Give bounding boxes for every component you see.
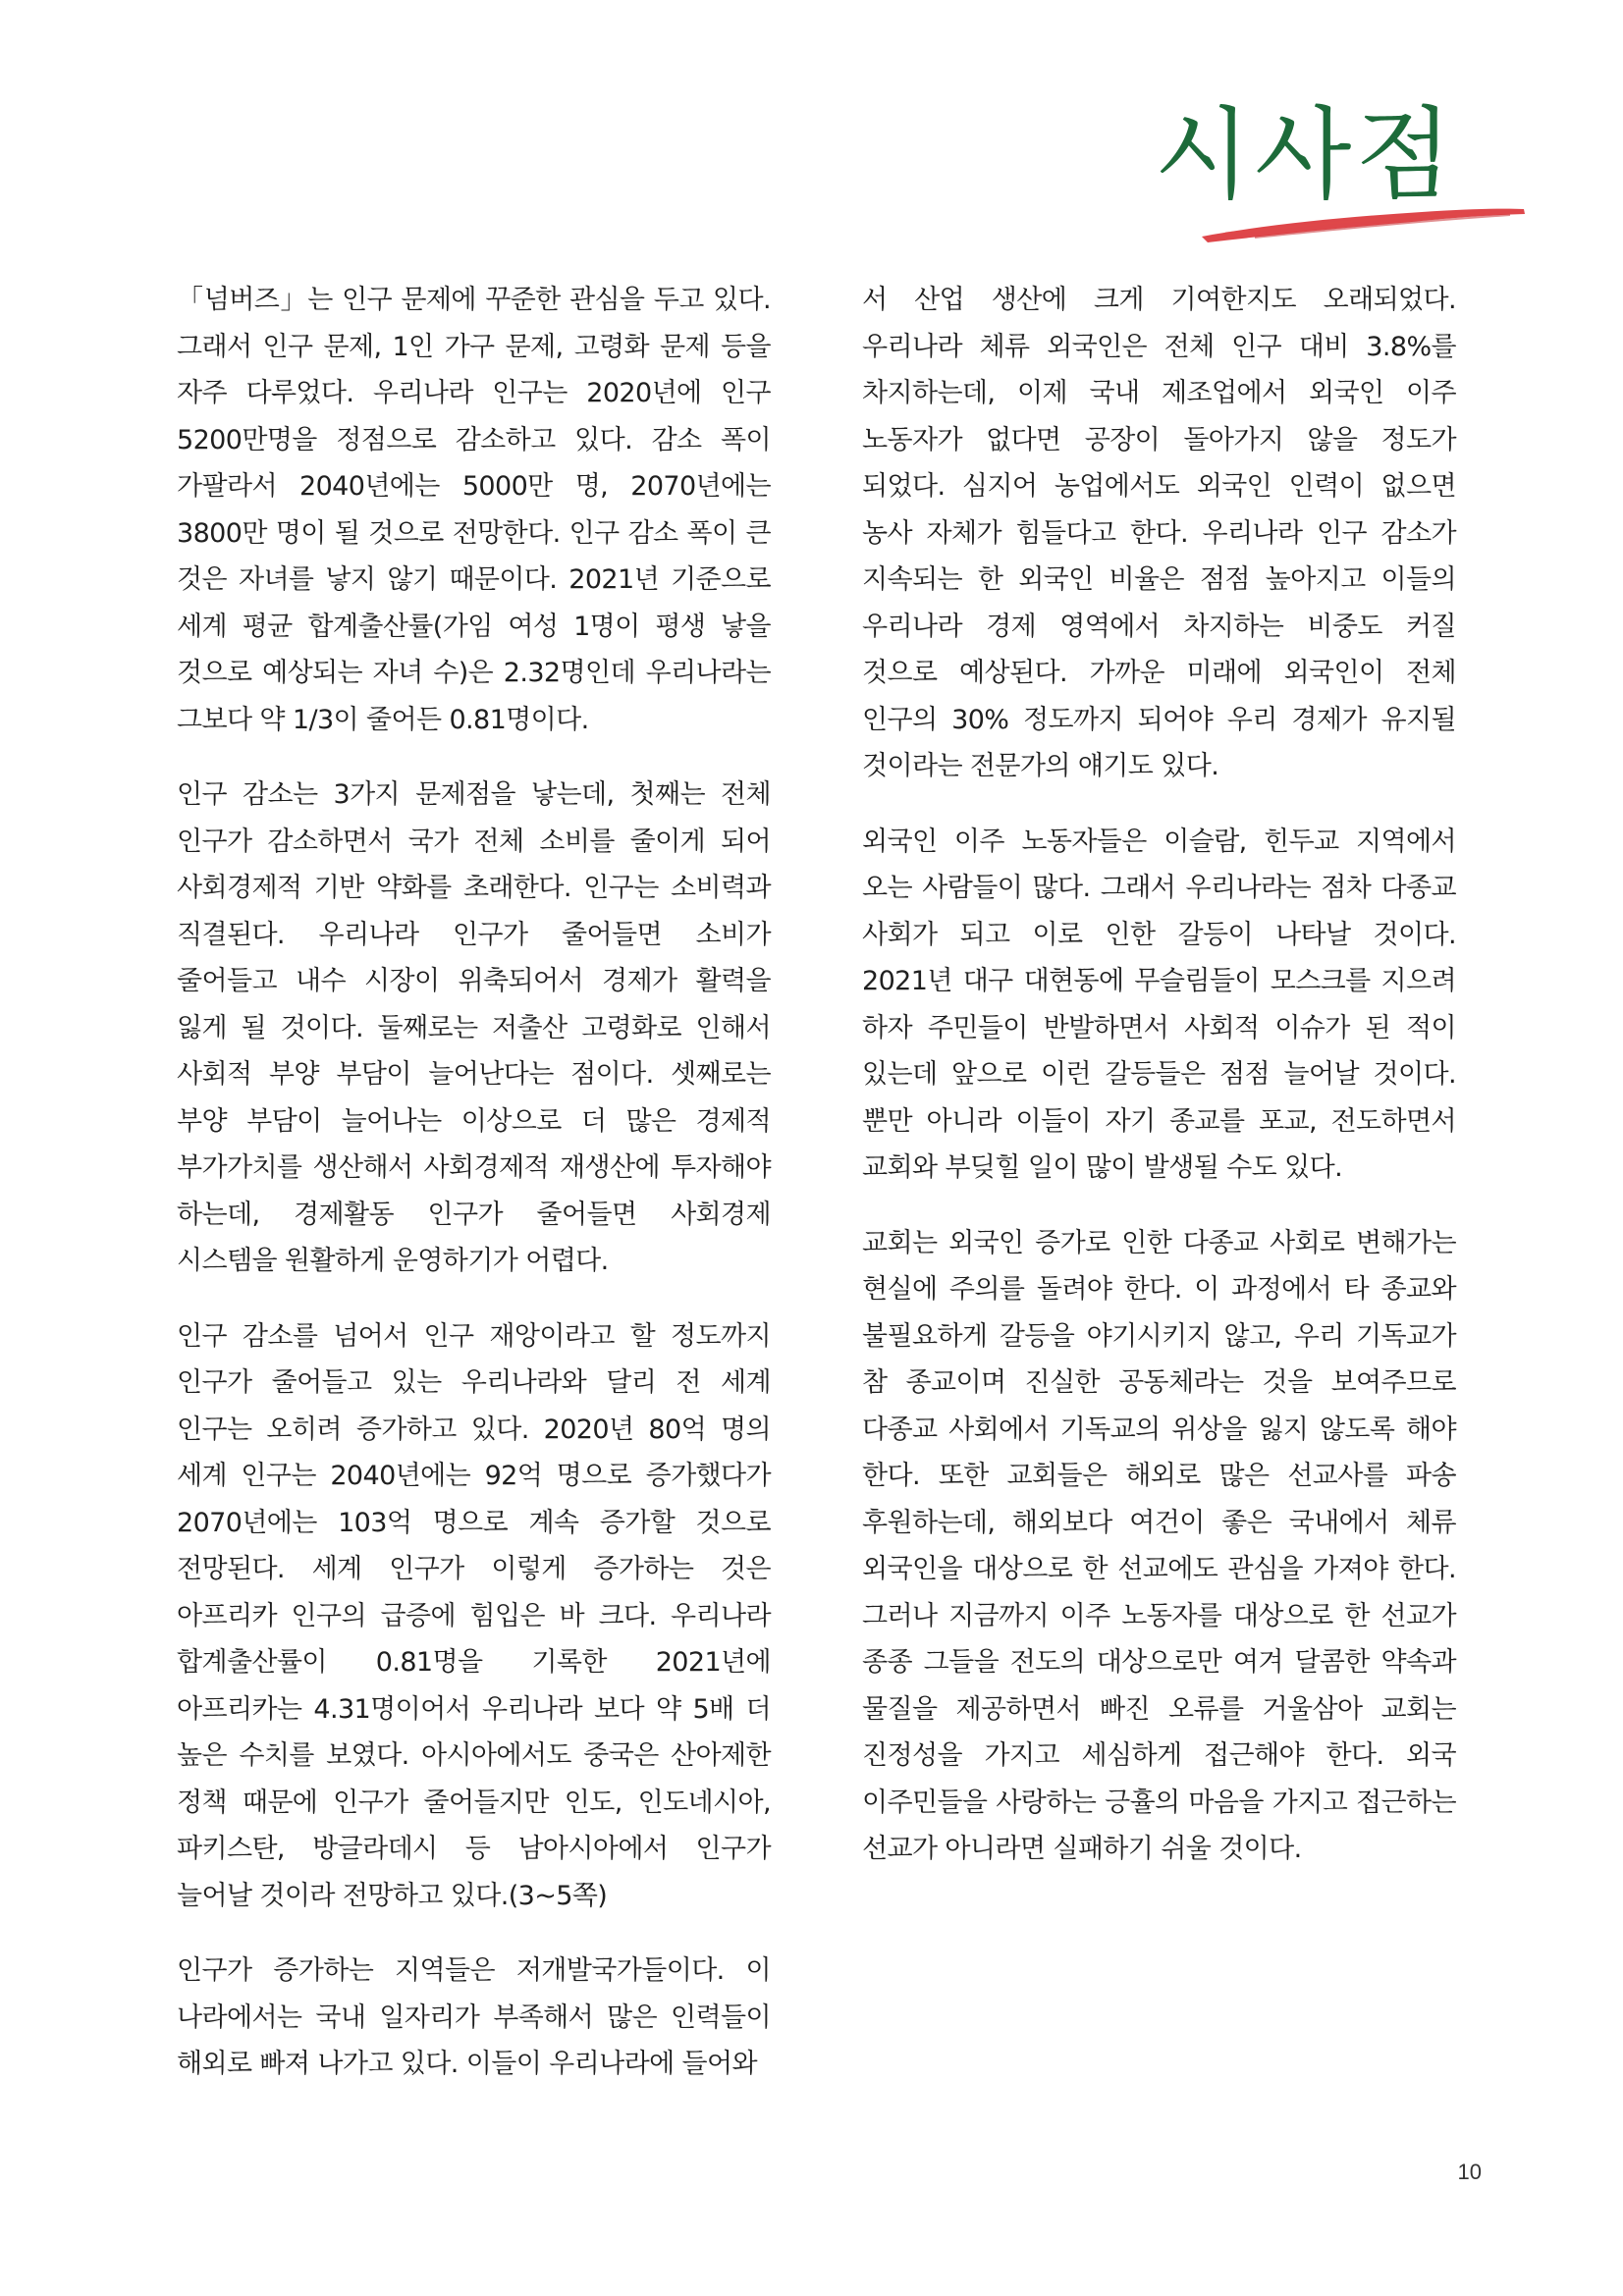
paragraph: 교회는 외국인 증가로 인한 다종교 사회로 변해가는 현실에 주의를 돌려야 한다. 이 과정에서 타 종교와 불필요하게 갈등을 야기시키지 않고, 우리 기독교가 참 종교이며 진실한 공동체라는 것을 보여주므로 다종교 사회에서 기독교의 위상을 잃지 않도록 해야 한다. 또한 교회들은 해외로 많은 선교사를 파송 후원하는데, 해외보다 여건이 좋은 국내에서 체류 외국인을 대상으로 한 선교에도 관심을 가져야 한다. 그러나 지금까지 이주 노동자를 대상으로 한 선교가 종종 그들을 전도의 대상으로만 여겨 달콤한 약속과 물질을 제공하면서 빠진 오류를 거울삼아 교회는 진정성을 가지고 세심하게 접근해야 한다. 외국 이주민들을 사랑하는 긍휼의 마음을 가지고 접근하는 선교가 아니라면 실패하기 쉬울 것이다. <box>862 1227 1456 1864</box>
brush-stroke-decoration <box>1196 201 1530 245</box>
page-title: 시사점 <box>1154 97 1456 214</box>
paragraph: 「넘버즈」는 인구 문제에 꾸준한 관심을 두고 있다. 그래서 인구 문제, 1인 가구 문제, 고령화 문제 등을 자주 다루었다. 우리나라 인구는 2020년에 인구 5200만명을 정점으로 감소하고 있다. 감소 폭이 가팔라서 2040년에는 5000만 명, 2070년에는 3800만 명이 될 것으로 전망한다. 인구 감소 폭이 큰 것은 자녀를 낳지 않기 때문이다. 2021년 기준으로 세계 평균 합계출산률(가임 여성 1명이 평생 낳을 것으로 예상되는 자녀 수)은 2.32명인데 우리나라는 그보다 약 1/3이 줄어든 0.81명이다. <box>177 285 771 735</box>
paragraph: 외국인 이주 노동자들은 이슬람, 힌두교 지역에서 오는 사람들이 많다. 그래서 우리나라는 점차 다종교 사회가 되고 이로 인한 갈등이 나타날 것이다. 2021년 대구 대현동에 무슬림들이 모스크를 지으려 하자 주민들이 반발하면서 사회적 이슈가 된 적이 있는데 앞으로 이런 갈등들은 점점 늘어날 것이다. 뿐만 아니라 이들이 자기 종교를 포교, 전도하면서 교회와 부딪힐 일이 많이 발생될 수도 있다. <box>862 826 1456 1183</box>
paragraph: 인구가 증가하는 지역들은 저개발국가들이다. 이 나라에서는 국내 일자리가 부족해서 많은 인력들이 해외로 빠져 나가고 있다. 이들이 우리나라에 들어와 <box>177 1955 771 2079</box>
paragraph: 인구 감소를 넘어서 인구 재앙이라고 할 정도까지 인구가 줄어들고 있는 우리나라와 달리 전 세계 인구는 오히려 증가하고 있다. 2020년 80억 명의 세계 인구는 2040년에는 92억 명으로 증가했다가 2070년에는 103억 명으로 계속 증가할 것으로 전망된다. 세계 인구가 이렇게 증가하는 것은 아프리카 인구의 급증에 힘입은 바 크다. 우리나라 합계출산률이 0.81명을 기록한 2021년에 아프리카는 4.31명이어서 우리나라 보다 약 5배 더 높은 수치를 보였다. 아시아에서도 중국은 산아제한 정책 때문에 인구가 줄어들지만 인도, 인도네시아, 파키스탄, 방글라데시 등 남아시아에서 인구가 늘어날 것이라 전망하고 있다.(3~5쪽) <box>177 1320 771 1911</box>
paragraph: 인구 감소는 3가지 문제점을 낳는데, 첫째는 전체 인구가 감소하면서 국가 전체 소비를 줄이게 되어 사회경제적 기반 약화를 초래한다. 인구는 소비력과 직결된다. 우리나라 인구가 줄어들면 소비가 줄어들고 내수 시장이 위축되어서 경제가 활력을 잃게 될 것이다. 둘째로는 저출산 고령화로 인해서 사회적 부양 부담이 늘어난다는 점이다. 셋째로는 부양 부담이 늘어나는 이상으로 더 많은 경제적 부가가치를 생산해서 사회경제적 재생산에 투자해야 하는데, 경제활동 인구가 줄어들면 사회경제 시스템을 원활하게 운영하기가 어렵다. <box>177 779 771 1276</box>
page-number: 10 <box>1457 2160 1482 2184</box>
right-column <box>862 277 1456 1901</box>
paragraph: 서 산업 생산에 크게 기여한지도 오래되었다. 우리나라 체류 외국인은 전체 인구 대비 3.8%를 차지하는데, 이제 국내 제조업에서 외국인 이주 노동자가 없다면 공장이 돌아가지 않을 정도가 되었다. 심지어 농업에서도 외국인 인력이 없으면 농사 자체가 힘들다고 한다. 우리나라 인구 감소가 지속되는 한 외국인 비율은 점점 높아지고 이들의 우리나라 경제 영역에서 차지하는 비중도 커질 것으로 예상된다. 가까운 미래에 외국인이 전체 인구의 30% 정도까지 되어야 우리 경제가 유지될 것이라는 전문가의 얘기도 있다. <box>862 285 1456 781</box>
left-column <box>177 277 771 2116</box>
